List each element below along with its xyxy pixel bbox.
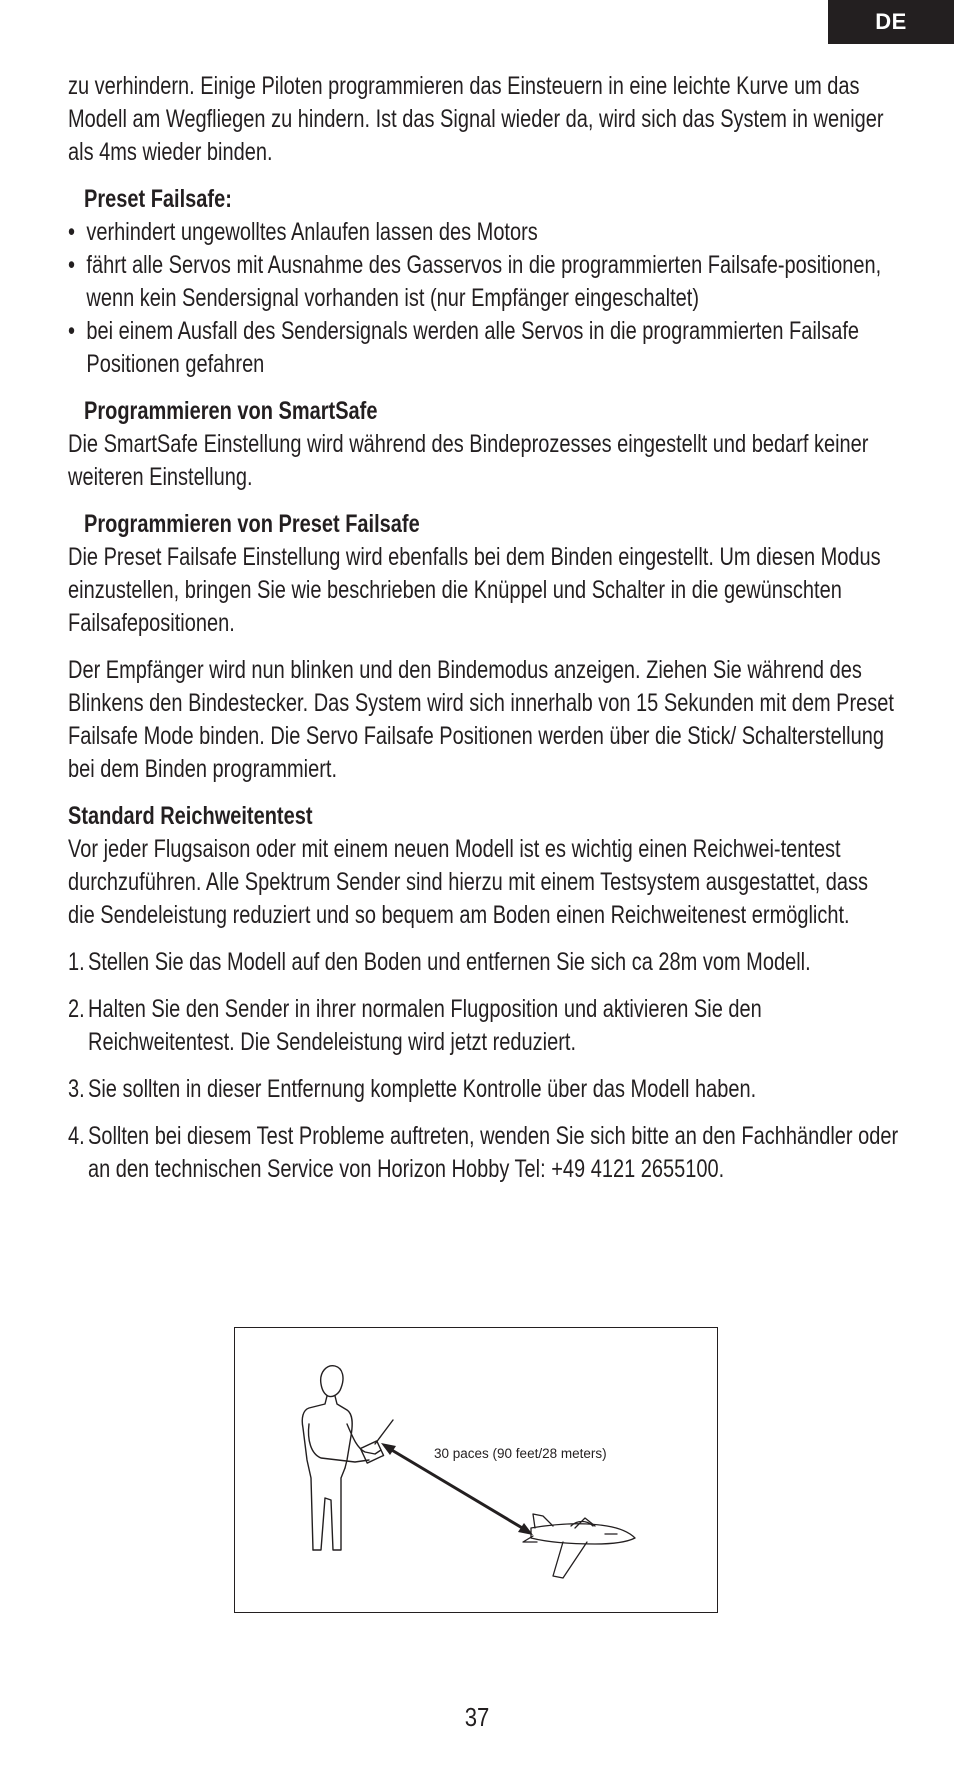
step-text: Stellen Sie das Modell auf den Boden und entfernen Sie sich ca 28m vom Modell.	[88, 948, 811, 976]
list-item	[68, 1120, 900, 1186]
program-preset-paragraph-2: Der Empfänger wird nun blinken und den Bindemodus anzeigen. Ziehen Sie während des Blinkens den Bindestecker. Das System wird sich innerhalb von 15 Sekunden mit dem Preset Failsafe Mode binden. Die Servo Failsafe Positionen werden über die Stick/ Schalterstellung bei dem Binden programmiert.	[68, 656, 894, 783]
range-test-heading: Standard Reichweitentest	[68, 802, 313, 830]
list-item: • bei einem Ausfall des Sendersignals werden alle Servos in die programmierten Failsafe Positionen gefahren	[68, 315, 900, 381]
list-item: • verhindert ungewolltes Anlaufen lassen des Motors	[68, 216, 900, 249]
intro-paragraph: zu verhindern. Einige Piloten programmieren das Einsteuern in eine leichte Kurve um das Modell am Wegfliegen zu hindern. Ist das Signal wieder da, wird sich das System in weniger als 4ms wieder binden.	[68, 72, 884, 166]
range-test-paragraph: Vor jeder Flugsaison oder mit einem neuen Modell ist es wichtig einen Reichwei-tentest durchzuführen. Alle Spektrum Sender sind hierzu mit einem Testsystem ausgestattet, dass die Sendeleistung reduziert und so bequem am Boden einen Reichweitenest ermöglicht.	[68, 835, 869, 929]
airplane-icon	[523, 1514, 635, 1578]
language-tab: DE	[828, 0, 954, 44]
list-item	[68, 1073, 900, 1106]
step-number: 3.	[68, 1075, 85, 1103]
step-number: 2.	[68, 995, 85, 1023]
smartsafe-paragraph: Die SmartSafe Einstellung wird während des Bindeprozesses eingestellt und bedarf keiner weiteren Einstellung.	[68, 430, 869, 491]
step-text: Sie sollten in dieser Entfernung komplette Kontrolle über das Modell haben.	[88, 1075, 757, 1103]
page-content	[68, 70, 900, 1200]
program-preset-paragraph-1: Die Preset Failsafe Einstellung wird ebenfalls bei dem Binden eingestellt. Um diesen Modus einzustellen, bringen Sie wie beschrieben die Knüppel und Schalter in die gewünschten Failsafepositionen.	[68, 543, 881, 637]
step-text: Halten Sie den Sender in ihrer normalen Flugposition und aktivieren Sie den Reichweitentest. Die Sendeleistung wird jetzt reduziert.	[88, 995, 762, 1056]
pilot-icon	[302, 1366, 393, 1550]
preset-failsafe-heading: Preset Failsafe:	[84, 185, 232, 213]
list-item	[68, 993, 900, 1059]
list-item: • fährt alle Servos mit Ausnahme des Gasservos in die programmierten Failsafe-positionen, wenn kein Sendersignal vorhanden ist (nur Empfänger eingeschaltet)	[68, 249, 900, 315]
range-test-figure	[234, 1327, 718, 1613]
smartsafe-heading: Programmieren von SmartSafe	[84, 397, 378, 425]
distance-caption: 30 paces (90 feet/28 meters)	[434, 1446, 607, 1461]
program-preset-heading: Programmieren von Preset Failsafe	[84, 510, 420, 538]
list-item	[68, 946, 900, 979]
range-test-steps	[68, 946, 900, 1186]
step-number: 1.	[68, 948, 85, 976]
step-number: 4.	[68, 1122, 85, 1150]
preset-failsafe-list	[68, 216, 900, 381]
range-test-illustration	[235, 1328, 719, 1614]
page-number: 37	[464, 1702, 490, 1732]
step-text: Sollten bei diesem Test Probleme auftreten, wenden Sie sich bitte an den Fachhändler oder an den technischen Service von Horizon Hobby Tel: +49 4121 2655100.	[88, 1122, 899, 1183]
